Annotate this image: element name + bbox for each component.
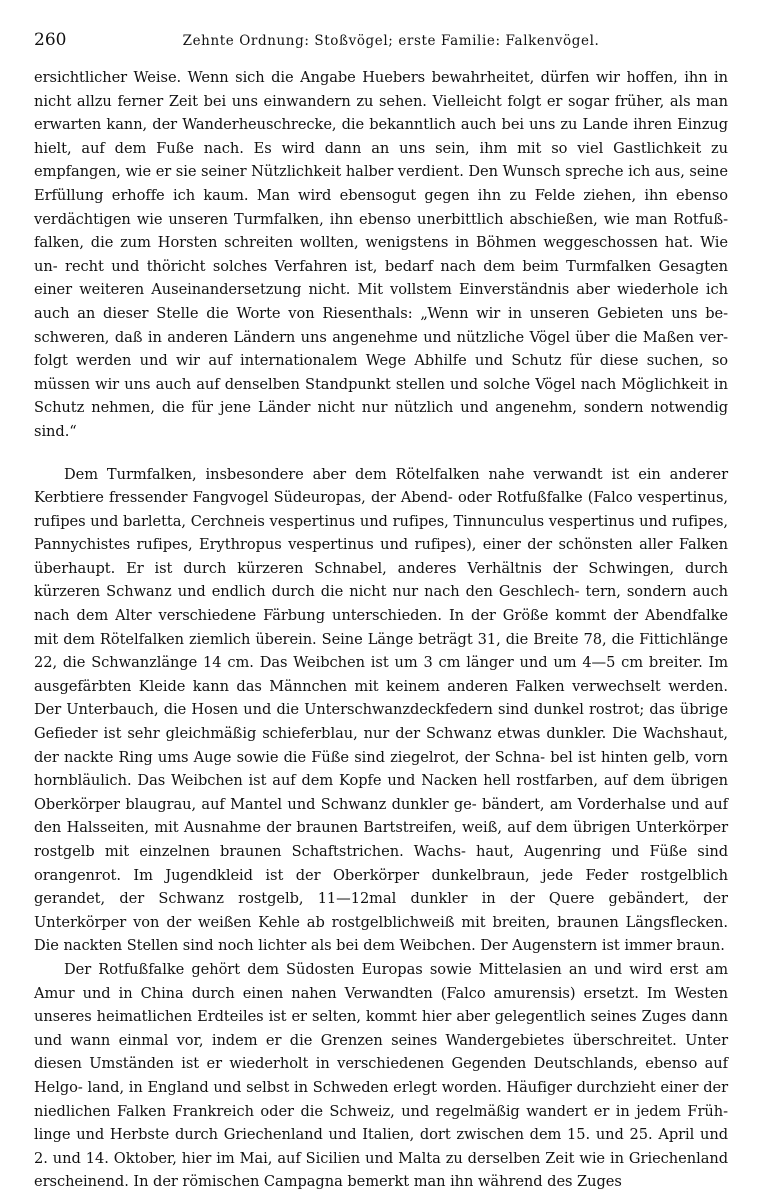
paragraph-1: ersichtlicher Weise. Wenn sich die Angabe Huebers bewahrheitet, dürfen wir hoffen, ihn in nicht allzu ferner Zeit bei uns einwandern zu sehen. Vielleicht folgt er sogar früher, als man erwarten kann, der Wanderheuschrecke, die bekanntlich auch bei uns zu Lande ihren Einzug hielt, auf dem Fuße nach. Es wird dann an uns sein, ihm mit so viel Gastlichkeit zu empfangen, wie er sie seiner Nützlichkeit halber verdient. Den Wunsch spreche ich aus, seine Erfüllung erhoffe ich kaum. Man wird ebensogut gegen ihn zu Felde ziehen, ihn ebenso verdächtigen wie unseren Turmfalken, ihn ebenso unerbittlich abschießen, wie man Rotfuß- falken, die zum Horsten schreiten wollten, wenigstens in Böhmen weggeschossen hat. Wie un- recht und thöricht solches Verfahren ist, bedarf nach dem beim Turmfalken Gesagten einer weiteren Auseinandersetzung nicht. Mit vollstem Einverständnis aber wiederhole ich auch an dieser Stelle die Worte von Riesenthals: „Wenn wir in unseren Gebieten uns be- schweren, daß in anderen Ländern uns angenehme und nützliche Vögel über die Maßen ver- folgt werden und wir auf internationalem Wege Abhilfe und Schutz für diese suchen, so müssen wir uns auch auf denselben Standpunkt stellen und solche Vögel nach Möglichkeit in Schutz nehmen, die für jene Länder nicht nur nützlich und angenehm, sondern notwendig sind.“ (34, 69, 728, 440)
page-header (34, 30, 728, 54)
paragraph-3: Der Rotfußfalke gehört dem Südosten Europas sowie Mittelasien an und wird erst am Amur und in China durch einen nahen Verwandten (Falco amurensis) ersetzt. Im Westen unseres heimatlichen Erdteiles ist er selten, kommt hier aber gelegentlich seines Zuges dann und wann einmal vor, indem er die Grenzen seines Wandergebietes überschreitet. Unter diesen Umständen ist er wiederholt in verschiedenen Gegenden Deutschlands, ebenso auf Helgo- land, in England und selbst in Schweden erlegt worden. Häufiger durchzieht einer der niedlichen Falken Frankreich oder die Schweiz, und regelmäßig wandert er in jedem Früh- linge und Herbste durch Griechenland und Italien, dort zwischen dem 15. und 25. April und 2. und 14. Oktober, hier im Mai, auf Sicilien und Malta zu derselben Zeit wie in Griechenland erscheinend. In der römischen Campagna bemerkt man ihn während des Zuges (34, 960, 728, 1191)
page-number: 260 (34, 30, 67, 50)
paragraph-2: Dem Turmfalken, insbesondere aber dem Rötelfalken nahe verwandt ist ein anderer Kerbtiere fressender Fangvogel Südeuropas, der Abend- oder Rotfußfalke (Falco vespertinus, rufipes und barletta, Cerchneis vespertinus und rufipes, Tinnunculus vespertinus und rufipes, Pannychistes rufipes, Erythropus vespertinus und rufipes), einer der schönsten aller Falken überhaupt. Er ist durch kürzeren Schnabel, anderes Verhältnis der Schwingen, durch kürzeren Schwanz und endlich durch die nicht nur nach den Geschlech- tern, sondern auch nach dem Alter verschiedene Färbung unterschieden. In der Größe kommt der Abendfalke mit dem Rötelfalken ziemlich überein. Seine Länge beträgt 31, die Breite 78, die Fittichlänge 22, die Schwanzlänge 14 cm. Das Weibchen ist um 3 cm länger und um 4—5 cm breiter. Im ausgefärbten Kleide kann das Männchen mit keinem anderen Falken verwechselt werden. Der Unterbauch, die Hosen und die Unterschwanzdeckfedern sind dunkel rostrot; das übrige Gefieder ist sehr gleichmäßig schieferblau, nur der Schwanz etwas dunkler. Die Wachshaut, der nackte Ring ums Auge sowie die Füße sind ziegelrot, der Schna- bel ist hinten gelb, vorn hornbläulich. Das Weibchen ist auf dem Kopfe und Nacken hell rostfarben, auf dem übrigen Oberkörper blaugrau, auf Mantel und Schwanz dunkler ge- bändert, am Vorderhalse und auf den Halsseiten, mit Ausnahme der braunen Bartstreifen, weiß, auf dem übrigen Unterkörper rostgelb mit einzelnen braunen Schaftstrichen. Wachs- haut, Augenring und Füße sind orangenrot. Im Jugendkleid ist der Oberkörper dunkelbraun, jede Feder rostgelblich gerandet, der Schwanz rostgelb, 11—12mal dunkler in der Quere gebändert, der Unterkörper von der weißen Kehle ab rostgelblichweiß mit breiten, braunen Längsflecken. Die nackten Stellen sind noch lichter als bei dem Weibchen. Der Augenstern ist immer braun. (34, 465, 728, 955)
book-page (34, 30, 728, 1194)
running-head: Zehnte Ordnung: Stoßvögel; erste Familie: Falkenvögel. (182, 33, 600, 49)
body-text (34, 66, 728, 1194)
